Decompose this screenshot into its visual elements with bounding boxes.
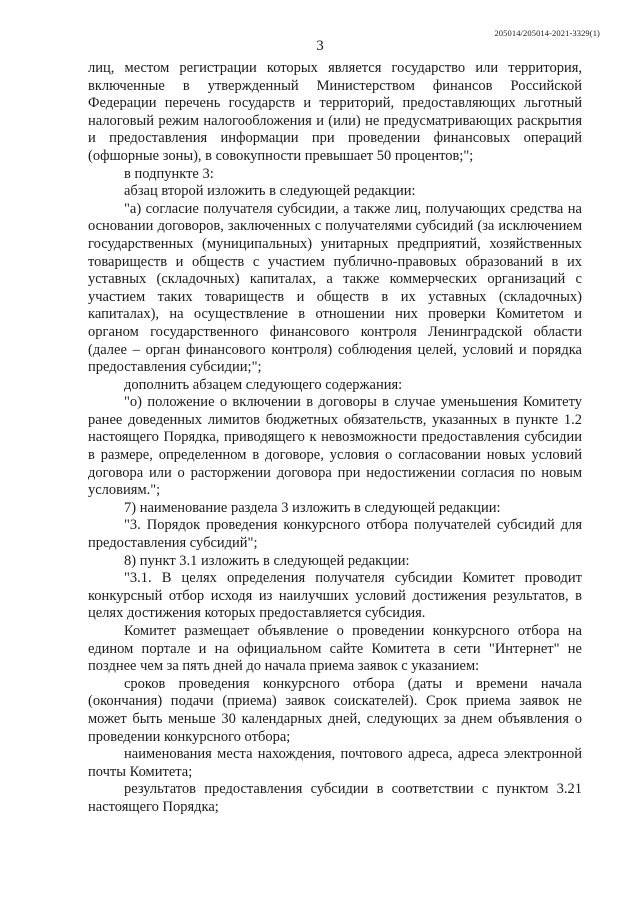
- paragraph: в подпункте 3:: [124, 165, 214, 182]
- paragraph: дополнить абзацем следующего содержания:: [124, 376, 403, 393]
- paragraph: наименования места нахождения, почтового адреса, адреса электронной почты Комитета;: [88, 746, 582, 780]
- paragraph: результатов предоставления субсидии в соответствии с пунктом 3.21 настоящего Порядка;: [88, 781, 582, 815]
- paragraph: Комитет размещает объявление о проведении конкурсного отбора на едином портале и на официальном сайте Комитета в сети "Интернет" не позднее чем за пять дней до начала приема заявок с указанием:: [88, 623, 582, 675]
- page-number: 3: [316, 38, 324, 54]
- document-id: 205014/205014-2021-3329(1): [494, 28, 600, 38]
- paragraph: "о) положение о включении в договоры в случае уменьшения Комитету ранее доведенных лимитов бюджетных обязательств, указанных в пункте 1.2 настоящего Порядка, приводящего к невозможности предоставления субсидии в размере, определенном в договоре, условия о согласовании новых условий договора или о расторжении договора при недостижении согласия по новым условиям.";: [88, 394, 582, 499]
- document-body: [88, 60, 582, 817]
- paragraph: "3.1. В целях определения получателя субсидии Комитет проводит конкурсный отбор исходя из наилучших условий достижения результатов, в целях достижения которых предоставляется субсидия.: [88, 570, 582, 622]
- paragraph: сроков проведения конкурсного отбора (даты и времени начала (окончания) подачи (приема) заявок соискателей). Срок приема заявок не может быть меньше 30 календарных дней, следующих за днем объявления о проведении конкурсного отбора;: [88, 675, 582, 745]
- paragraph: "3. Порядок проведения конкурсного отбора получателей субсидий для предоставления субсидий";: [88, 517, 582, 552]
- paragraph: 7) наименование раздела 3 изложить в следующей редакции:: [124, 499, 501, 516]
- paragraph: лиц, местом регистрации которых является государство или территория, включенные в утвержденный Министерством финансов Российской Федерации перечень государств и территорий, предоставляющих льготный налоговый режим налогообложения и (или) не предусматривающих раскрытия и предоставления информации при проведении финансовых операций (офшорные зоны), в совокупности превышает 50 процентов;";: [88, 60, 582, 164]
- paragraph: абзац второй изложить в следующей редакции:: [124, 183, 416, 200]
- paragraph: "а) согласие получателя субсидии, а также лиц, получающих средства на основании договоров, заключенных с получателями субсидий (за исключением государственных (муниципальных) унитарных предприятий, хозяйственных товариществ и обществ с участием публично-правовых образований в их уставных (складочных) капиталах, а также коммерческих организаций с участием таких товариществ и обществ в их уставных (складочных) капиталах), на осуществление в отношении них проверки Комитетом и органом государственного финансового контроля Ленинградской области (далее – орган финансового контроля) соблюдения целей, условий и порядка предоставления субсидии;";: [88, 200, 582, 376]
- paragraph: 8) пункт 3.1 изложить в следующей редакции:: [124, 552, 410, 569]
